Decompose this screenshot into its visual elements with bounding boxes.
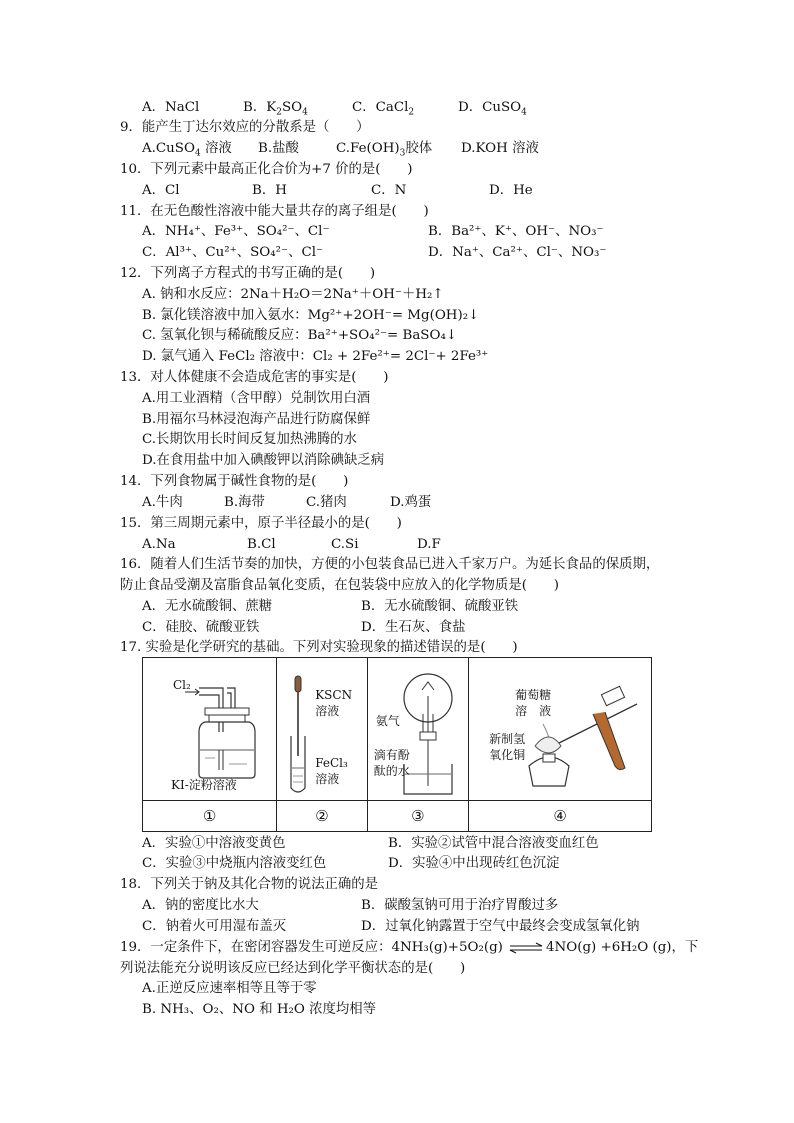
q17-option-c: C．实验③中烧瓶内溶液变红色	[142, 856, 327, 871]
q14-option-c: C.猪肉	[306, 495, 347, 510]
kscn-label: KSCN	[315, 688, 353, 702]
q18-option-a: A．钠的密度比水大	[142, 898, 259, 913]
experiment-number-3: ③	[367, 801, 468, 832]
experiment-2-cell	[277, 658, 367, 801]
q9-option-d: D.KOH 溶液	[461, 141, 539, 156]
q15-stem: 15．第三周期元素中，原子半径最小的是( )	[120, 516, 402, 531]
q15-option-b: B.Cl	[247, 537, 276, 552]
fecl3-solution-label: 溶液	[315, 772, 340, 786]
q9-option-a: A.CuSO$_4$ 溶液	[142, 141, 232, 159]
fecl3-label: FeCl₃	[315, 756, 348, 770]
q19-option-a: A.正逆反应速率相等且等于零	[142, 981, 317, 996]
ammonia-fountain-figure	[368, 658, 469, 800]
q17-option-a: A．实验①中溶液变黄色	[142, 836, 286, 851]
q16-stem-line1: 16．随着人们生活节奏的加快，方便的小包装食品已进入千家万户。为延长食品的保质期，	[120, 557, 660, 572]
q11-option-b: B．Ba²⁺、K⁺、OH⁻、NO₃⁻	[428, 224, 604, 239]
experiment-4-cell	[469, 658, 652, 801]
q9-option-c: $C.Fe(OH)_3$胶体	[336, 141, 433, 159]
q18-option-c: C．钠着火可用湿布盖灭	[142, 919, 287, 934]
q16-option-d: D．生石灰、食盐	[361, 620, 466, 635]
q12-option-b: B. 氯化镁溶液中加入氨水：Mg²⁺+2OH⁻= Mg(OH)₂↓	[142, 308, 480, 323]
q14-stem: 14．下列食物属于碱性食物的是( )	[120, 474, 349, 489]
cuoh2-label-1: 新制氢	[489, 732, 526, 746]
glucose-solution-label: 溶 液	[515, 704, 552, 718]
experiment-3-cell	[367, 658, 468, 801]
q9-stem: 9．能产生丁达尔效应的分散系是（ ）	[120, 120, 370, 135]
q19-option-b: B. NH₃、O₂、NO 和 H₂O 浓度均相等	[142, 1002, 377, 1017]
q15-option-c: C.Si	[331, 537, 359, 552]
q13-option-a: A.用工业酒精（含甲醇）兑制饮用白酒	[142, 391, 371, 406]
q15-option-d: D.F	[417, 537, 441, 552]
phenol-water-label-2: 酞的水	[373, 764, 410, 778]
cl2-label: Cl₂	[173, 678, 191, 692]
q11-option-d: D．Na⁺、Ca²⁺、Cl⁻、NO₃⁻	[428, 245, 607, 260]
experiment-1-cell	[143, 658, 277, 801]
q16-option-b: B．无水硫酸铜、硫酸亚铁	[361, 599, 519, 614]
q18-stem: 18．下列关于钠及其化合物的说法正确的是	[120, 877, 379, 892]
q11-option-c: C．Al³⁺、Cu²⁺、SO₄²⁻、Cl⁻	[142, 245, 324, 260]
q13-option-b: B.用福尔马林浸泡海产品进行防腐保鲜	[142, 412, 371, 427]
q19-stem-line1-part2: 4NO(g) +6H₂O (g)，下	[546, 940, 699, 955]
q16-option-a: A．无水硫酸铜、蔗糖	[142, 599, 273, 614]
experiment-number-4: ④	[469, 801, 652, 832]
reversible-arrow-icon	[508, 942, 544, 954]
q8-option-c: C．CaCl$_2$	[352, 100, 415, 118]
q15-option-a: A.Na	[142, 537, 176, 552]
q18-option-b: B．碳酸氢钠可用于治疗胃酸过多	[361, 898, 559, 913]
q19-stem-line2: 列说法能充分说明该反应已经达到化学平衡状态的是( )	[120, 961, 466, 976]
q8-option-b: B．$K_2SO_4$	[243, 100, 308, 118]
q10-option-a: A．Cl	[142, 183, 180, 198]
q10-stem: 10．下列元素中最高正化合价为+7 价的是( )	[120, 162, 413, 177]
ammonia-label: 氨气	[375, 714, 400, 728]
q12-stem: 12．下列离子方程式的书写正确的是( )	[120, 266, 376, 281]
kscn-solution-label: 溶液	[315, 704, 340, 718]
experiment-number-1: ①	[143, 801, 277, 832]
q17-stem: 17. 实验是化学研究的基础。下列对实验现象的描述错误的是( )	[120, 640, 518, 655]
q9-option-b: B.盐酸	[258, 141, 299, 156]
q12-option-d: D. 氯气通入 FeCl₂ 溶液中：Cl₂ + 2Fe²⁺= 2Cl⁻+ 2Fe³⁺	[142, 349, 489, 364]
q13-option-d: D.在食用盐中加入碘酸钾以消除碘缺乏病	[142, 453, 385, 468]
q10-option-c: C．N	[371, 183, 407, 198]
q19-stem-line1-part1: 19．一定条件下，在密闭容器发生可逆反应：4NH₃(g)+5O₂(g)	[120, 940, 503, 955]
q13-stem: 13．对人体健康不会造成危害的事实是( )	[120, 370, 389, 385]
q11-stem: 11．在无色酸性溶液中能大量共存的离子组是( )	[120, 204, 429, 219]
q16-stem-line2: 防止食品受潮及富脂食品氧化变质，在包装袋中应放入的化学物质是( )	[120, 578, 559, 593]
alcohol-lamp-heating-figure	[469, 658, 639, 800]
q14-option-a: A.牛肉	[142, 495, 183, 510]
q11-option-a: A．NH₄⁺、Fe³⁺、SO₄²⁻、Cl⁻	[142, 224, 330, 239]
q8-option-d: D．CuSO$_4$	[458, 100, 527, 118]
q18-option-d: D．过氧化钠露置于空气中最终会变成氢氧化钠	[361, 919, 640, 934]
q14-option-b: B.海带	[224, 495, 265, 510]
experiment-number-2: ②	[277, 801, 367, 832]
q12-option-c: C. 氢氧化钡与稀硫酸反应：Ba²⁺+SO₄²⁻= BaSO₄↓	[142, 328, 458, 343]
ki-starch-label: KI-淀粉溶液	[171, 778, 237, 792]
phenol-water-label-1: 滴有酚	[373, 748, 410, 762]
q17-option-d: D．实验④中出现砖红色沉淀	[388, 856, 560, 871]
glucose-label: 葡萄糖	[515, 688, 552, 702]
q17-option-b: B．实验②试管中混合溶液变血红色	[388, 836, 599, 851]
q17-experiment-table	[142, 657, 652, 832]
q13-option-c: C.长期饮用长时间反复加热沸腾的水	[142, 432, 357, 447]
cuoh2-label-2: 氧化铜	[489, 748, 526, 762]
q16-option-c: C．硅胶、硫酸亚铁	[142, 620, 260, 635]
q10-option-d: D．He	[489, 183, 533, 198]
q8-option-a: A．NaCl	[142, 100, 200, 115]
q14-option-d: D.鸡蛋	[390, 495, 432, 510]
q10-option-b: B．H	[252, 183, 287, 198]
q12-option-a: A. 钠和水反应：2Na＋H₂O＝2Na⁺＋OH⁻＋H₂↑	[142, 287, 444, 302]
